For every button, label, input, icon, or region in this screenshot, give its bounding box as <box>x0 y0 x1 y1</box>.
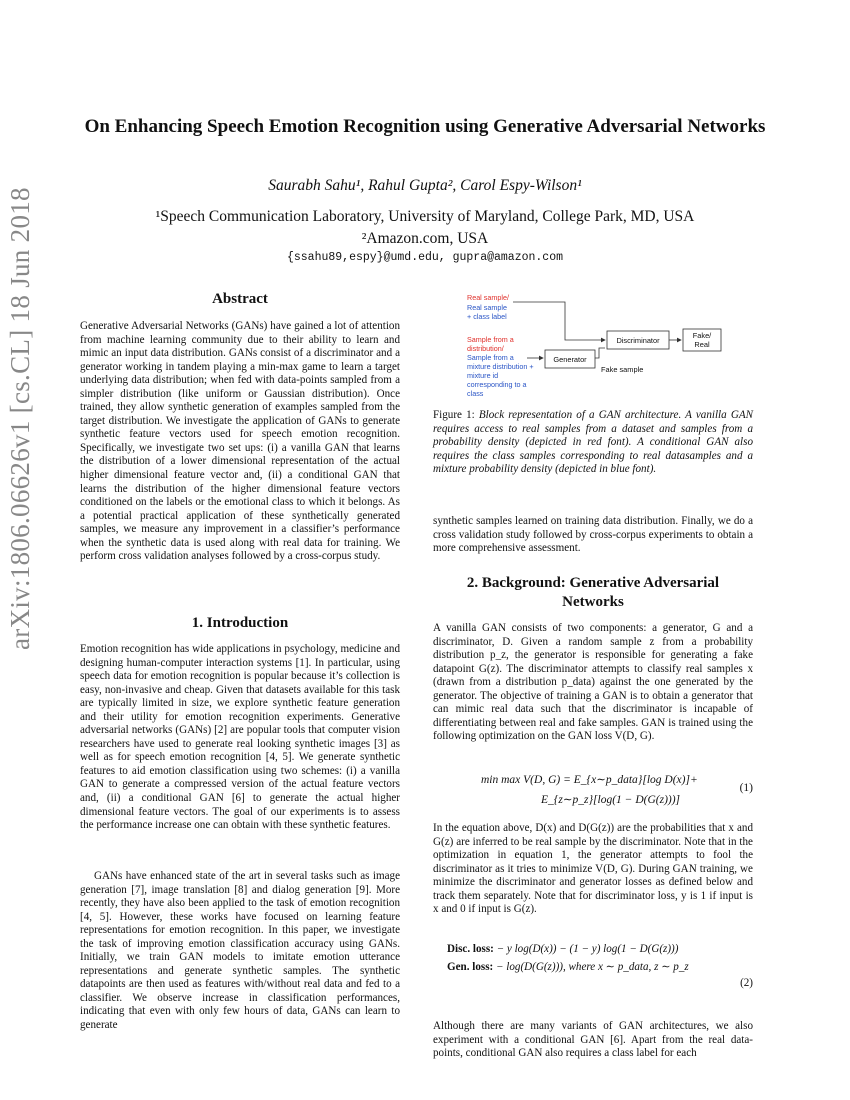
disc-loss-row <box>447 943 678 955</box>
figure-caption-prefix: Figure 1: <box>433 409 479 421</box>
fig-label-mixture-4: corresponding to a <box>467 380 527 389</box>
affiliation-2: ²Amazon.com, USA <box>361 230 489 247</box>
equation-1-line-2: E_{z∼p_z}[log(1 − D(G(z)))] <box>541 794 681 806</box>
background-paragraph-2: In the equation above, D(x) and D(G(z)) are the probabilities that x and G(z) are inferred to be real sample by the discriminator. Note that in the optimization in equation 1, the generator attempts to fool the discriminator as it tries to minimize V(D, G). During GAN training, we minimize the discriminator and generator losses as defined below and track them separately. Note that for discriminator loss, y is 1 if input is x and 0 if input is G(z). <box>433 822 753 916</box>
fig-label-mixture-3: mixture id <box>467 371 499 380</box>
fig-label-mixture-5: class <box>467 389 484 398</box>
fig-label-real-sample: Real sample/ <box>467 293 509 302</box>
introduction-paragraph-2: GANs have enhanced state of the art in several tasks such as image generation [7], image translation [8] and dialog generation [9]. More recently, they have also been applied to the task of emotion recognition [4, 5]. However, these works have focused on learning feature representations for emotion recognition. In this paper, we investigate the task of improving emotion classification accuracy using GANs. Initially, we train GAN models to imitate emotion utterance representations and generate synthetic samples. The synthetic datapoints are then used as features with/without real data and fed to a classifier. We observe increase in classification performances, indicating that even with only few hours of data, GANs can learn to generate <box>80 870 400 1032</box>
equation-1-line-1: min max V(D, G) = E_{x∼p_data}[log D(x)]+ <box>481 774 698 786</box>
paper-authors: Saurabh Sahu¹, Rahul Gupta², Carol Espy-Wilson¹ <box>268 177 582 194</box>
author-emails: {ssahu89,espy}@umd.edu, gupra@amazon.com <box>286 251 564 264</box>
equation-1 <box>433 770 753 810</box>
fig-generator-label: Generator <box>553 355 587 364</box>
background-paragraph-1: A vanilla GAN consists of two components: a generator, G and a discriminator, D. Given a random sample z from a probability distribution p_z, the generator is responsible for generating a fake datapoint G(z). The discriminator attempts to classify real samples x (drawn from a distribution p_data) against the one generated by the generator. The objective of training a GAN is to obtain a generator that can mimic real data such that the discriminator is incapable of differentiating between real and fake samples. GAN is trained using the following optimization on the GAN loss V(D, G). <box>433 622 753 743</box>
affiliation-1: ¹Speech Communication Laboratory, University of Maryland, College Park, MD, USA <box>155 208 695 225</box>
fig-discriminator-label: Discriminator <box>616 336 660 345</box>
background-heading-line-1: 2. Background: Generative Adversarial <box>466 575 720 591</box>
fig-label-sample-from: Sample from a <box>467 335 514 344</box>
fig-label-mixture-2: mixture distribution + <box>467 362 534 371</box>
paper-title: On Enhancing Speech Emotion Recognition using Generative Adversarial Networks <box>84 116 766 137</box>
disc-loss-label: Disc. loss: <box>447 943 494 955</box>
background-paragraph-3: Although there are many variants of GAN architectures, we also experiment with a conditional GAN [6]. Apart from the real data-points, conditional GAN also requires a class label for each <box>433 1020 753 1060</box>
gan-block-diagram <box>455 290 765 400</box>
figure-caption-text: Block representation of a GAN architecture. A vanilla GAN requires access to real samples from a dataset and samples from a probability density (depicted in red font). A conditional GAN also requires the class samples corresponding to real datasamples and a mixture probability density (depicted in blue font). <box>433 409 754 476</box>
background-heading-line-2: Networks <box>562 594 624 610</box>
fig-label-distribution: distribution/ <box>467 344 504 353</box>
abstract-heading: Abstract <box>212 291 268 307</box>
fig-fake-sample-label: Fake sample <box>601 365 644 374</box>
figure-caption <box>433 409 753 477</box>
introduction-paragraph-1: Emotion recognition has wide applications in psychology, medicine and designing human-computer interaction systems [1]. In particular, using speech data for emotion recognition is popular because it’s collection is easy, non-invasive and cheap. Given that datasets available for this task are typically limited in size, we explore synthetic feature generation and their utility for emotion recognition experiments. Generative adversarial networks (GANs) [2] are popular tools that computer vision researchers have used to generate real looking synthetic images [3] as well as for speech emotion recognition [4, 5]. We generate synthetic features to aid emotion classification using two schemes: (i) a vanilla GAN to generate a compressed version of the actual feature vectors and, (ii) a conditional GAN [6] to generate the actual higher dimensional feature vectors. The goal of our experiments is to assess the performance increase one can obtain with these synthetic features. <box>80 643 400 832</box>
equation-1-number: (1) <box>739 782 753 794</box>
intro-continuation: synthetic samples learned on training data distribution. Finally, we do a cross validation study followed by cross-corpus experiments to obtain a more comprehensive assessment. <box>433 515 753 555</box>
background-heading <box>433 574 753 612</box>
fig-real-label: Real <box>694 340 710 349</box>
gen-loss-label: Gen. loss: <box>447 961 494 973</box>
fig-label-real-sample-blue: Real sample <box>467 303 507 312</box>
abstract-text: Generative Adversarial Networks (GANs) have gained a lot of attention from machine learning community due to their ability to learn and mimic an input data distribution. GANs consist of a discriminator and a generator working in tandem playing a min-max game to learn a target underlying data distribution; when fed with data-points sampled from a simpler distribution (like uniform or Gaussian distribution). Once trained, they allow synthetic generation of examples sampled from the target distribution. We investigate the application of GANs to generate synthetic feature vectors used for speech emotion recognition. Specifically, we investigate two set ups: (i) a vanilla GAN that learns the distribution of a lower dimensional representation of the actual higher dimensional feature vector and, (ii) a conditional GAN that learns the distribution of the higher dimensional feature vectors conditioned on the labels or the emotional class to which it belongs. As a potential practical application of these synthetically generated samples, we measure any improvement in a classifier’s performance when the synthetic data is used along with real data for training. We perform cross validation analyses followed by a cross-corpus study. <box>80 320 400 563</box>
gen-loss-formula: − log(D(G(z))), where x ∼ p_data, z ∼ p_z <box>496 961 689 973</box>
introduction-heading: 1. Introduction <box>191 615 289 631</box>
arxiv-identifier: arXiv:1806.06626v1 [cs.CL] 18 Jun 2018 <box>5 187 35 650</box>
disc-loss-formula: − y log(D(x)) − (1 − y) log(1 − D(G(z))) <box>496 943 679 955</box>
gen-loss-row <box>447 960 689 973</box>
fig-label-class-label: + class label <box>467 312 507 321</box>
fig-fake-label: Fake/ <box>692 331 712 340</box>
equation-2-number: (2) <box>740 977 753 989</box>
fig-label-mixture-1: Sample from a <box>467 353 514 362</box>
